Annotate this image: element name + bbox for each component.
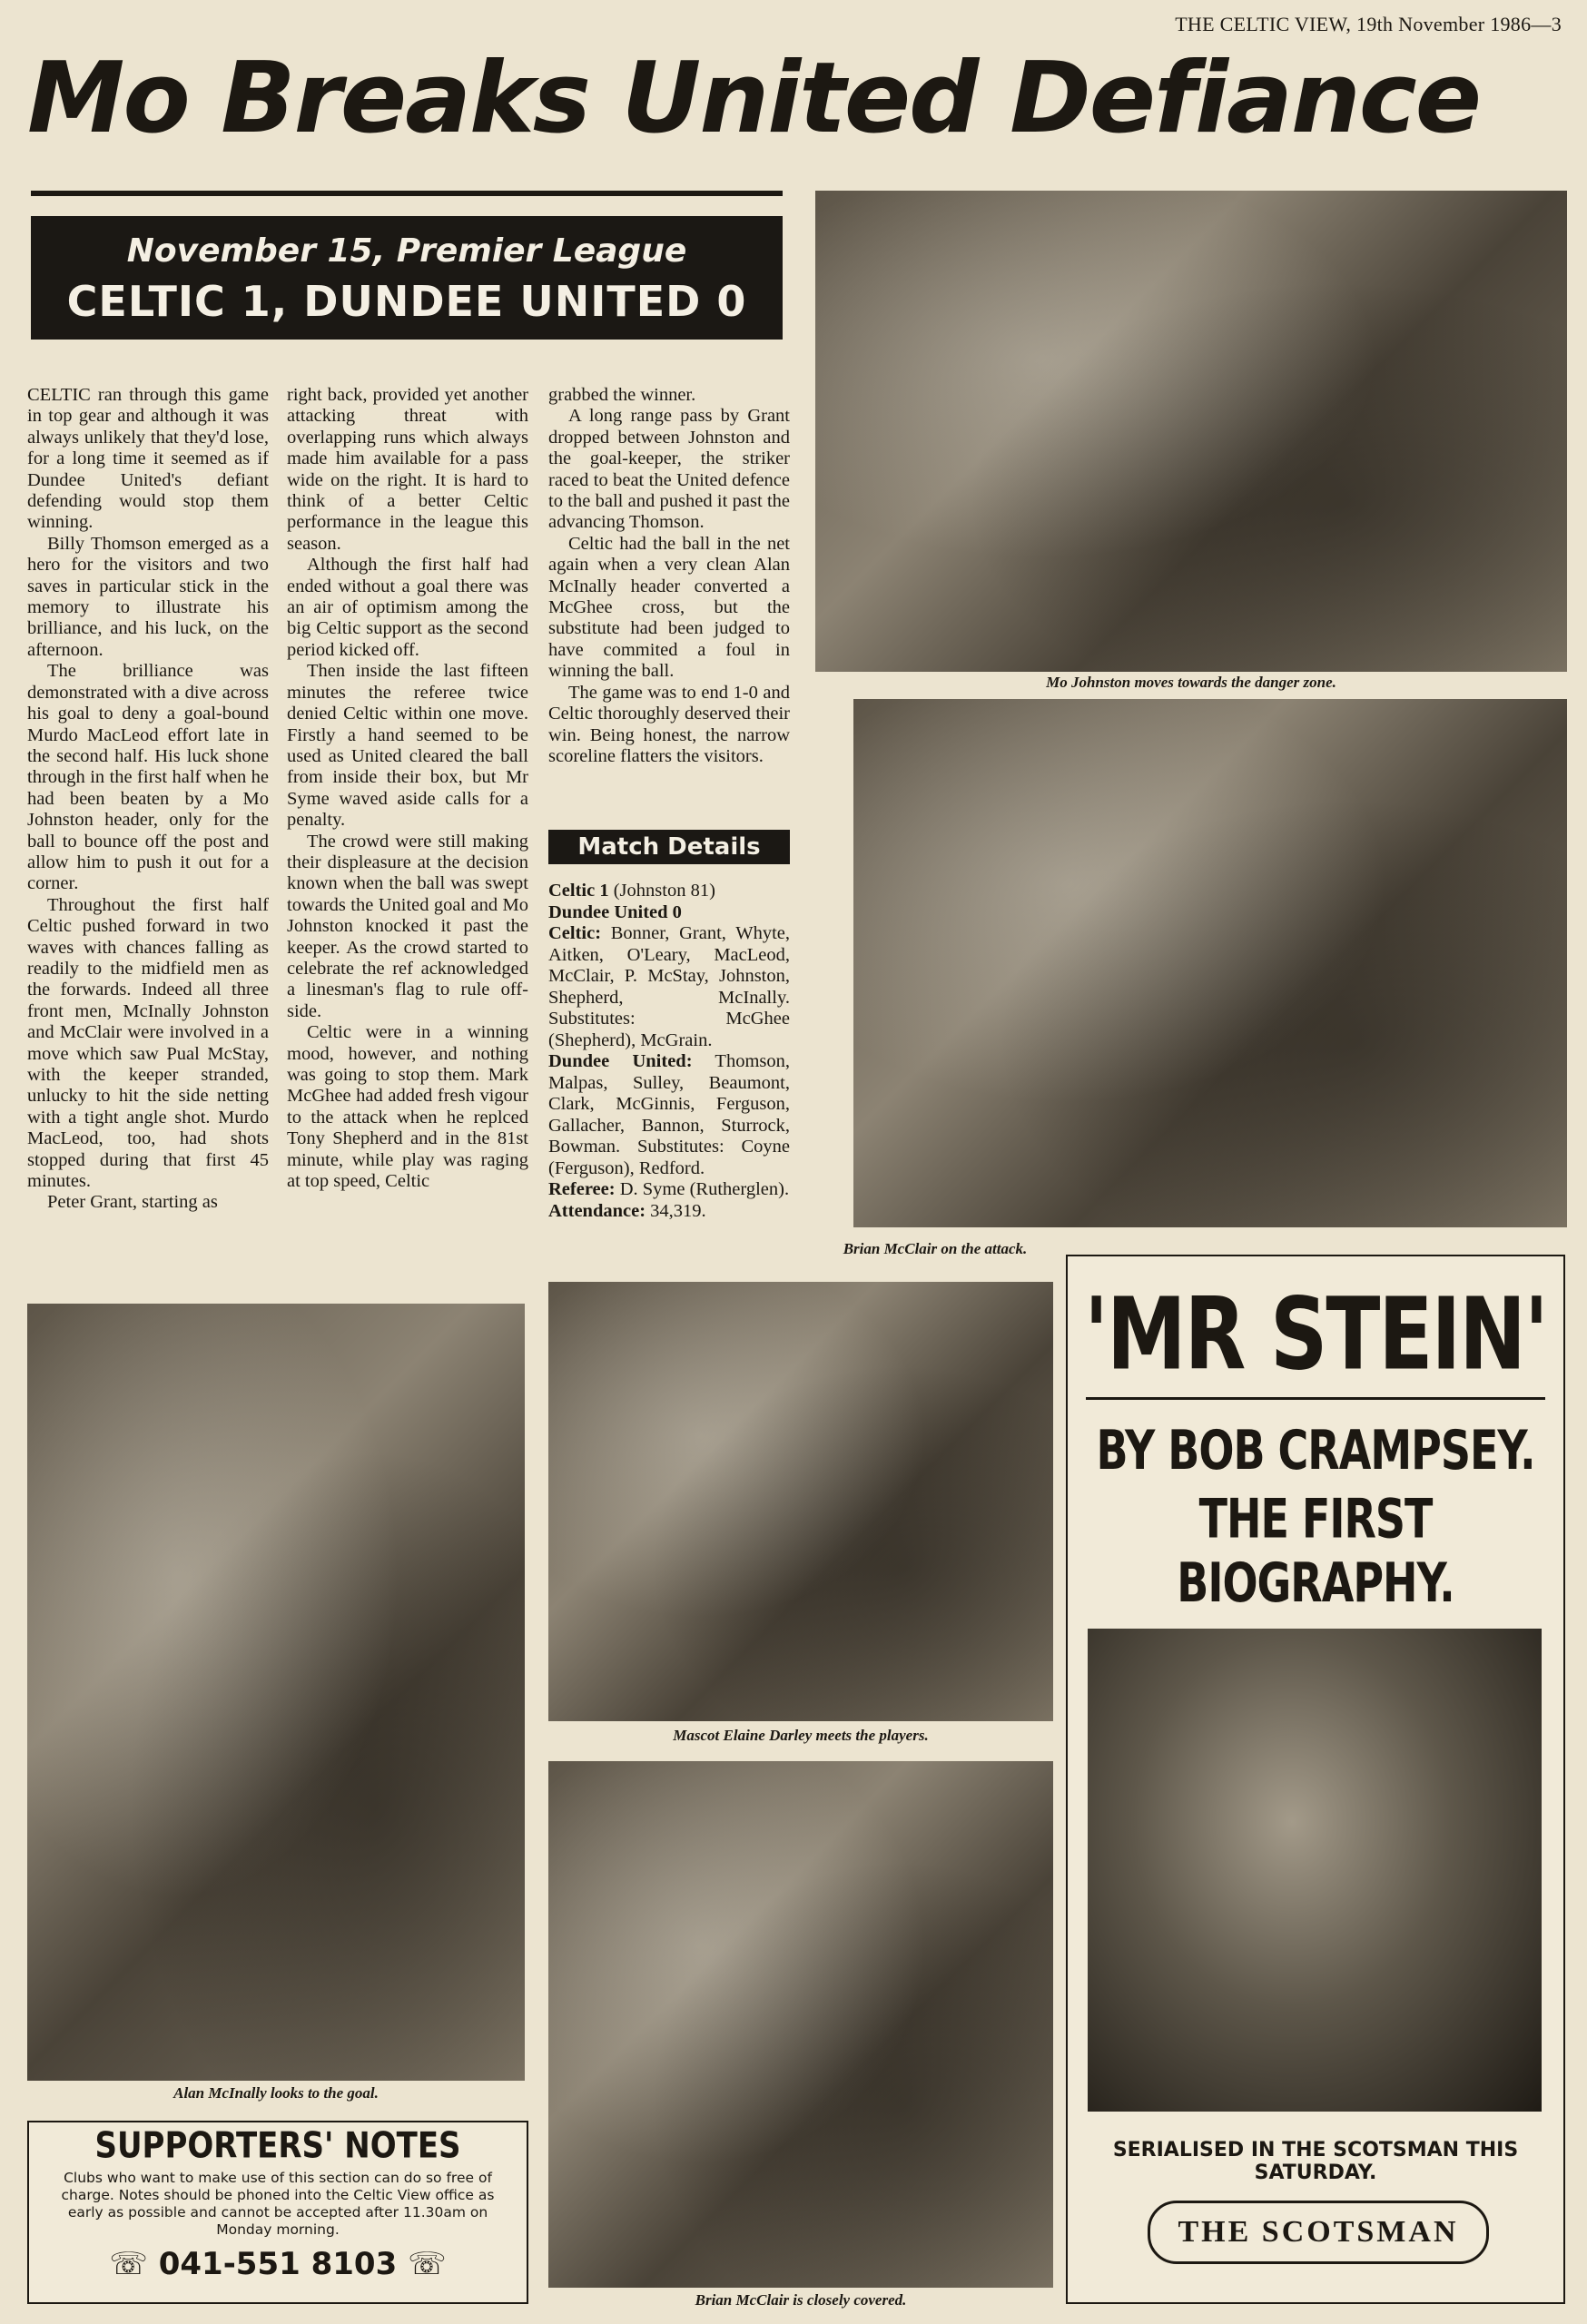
photo-mcclair-attack [853, 699, 1567, 1227]
paragraph: Then inside the last fifteen minutes the referee twice denied Celtic within one move. Firstly a hand seemed to be used as United cleared the ball from inside their box, but Mr Syme waved aside calls for a penalty. [287, 661, 528, 831]
rule [31, 191, 783, 196]
supporters-notes-title: SUPPORTERS' NOTES [94, 2125, 461, 2167]
photo-caption: Alan McInally looks to the goal. [173, 2084, 379, 2102]
paragraph: Peter Grant, starting as [47, 1192, 218, 1213]
portrait-photo [1088, 1629, 1542, 2112]
advert-author: BY BOB CRAMPSEY. [1096, 1417, 1535, 1482]
paragraph: Although the first half had ended without a goal there was an air of optimism among the big Celtic support as the second period kicked off. [287, 555, 528, 660]
advert-serialised: SERIALISED IN THE SCOTSMAN THIS SATURDAY. [1112, 2139, 1519, 2184]
scotsman-logo: THE SCOTSMAN [1148, 2201, 1489, 2264]
paragraph: The game was to end 1-0 and Celtic thoroughly deserved their win. Being honest, the narrow scoreline flatters the visitors. [548, 682, 790, 766]
photo-mascot [548, 1282, 1053, 1721]
photo-caption: Mo Johnston moves towards the danger zone. [1046, 674, 1336, 691]
phone-number: ☏ 041-551 8103 ☏ [109, 2246, 447, 2282]
advert-title: 'MR STEIN' [1084, 1275, 1547, 1393]
divider [1086, 1397, 1545, 1400]
match-competition: November 15, Premier League [126, 232, 687, 270]
attendance-line: Attendance: 34,319. [548, 1200, 706, 1221]
supporters-notes-body: Clubs who want to make use of this section can do so free of charge. Notes should be phoned into the Celtic View office as early as possible and cannot be accepted after 11.30am on Monday morning. [61, 2170, 495, 2238]
article-col-3 [548, 385, 790, 767]
match-details [548, 881, 790, 1222]
photo-caption: Brian McClair is closely covered. [695, 2291, 907, 2309]
supporters-notes-box [27, 2121, 528, 2304]
photo-caption: Mascot Elaine Darley meets the players. [673, 1727, 929, 1744]
biography-advert [1066, 1255, 1565, 2304]
paragraph: grabbed the winner. [548, 385, 696, 405]
paragraph: Billy Thomson emerged as a hero for the visitors and two saves in particular stick in the memory to illustrate his brilliance, and his luck, on the afternoon. [27, 533, 269, 660]
match-details-heading: Match Details [548, 830, 790, 864]
paragraph: The brilliance was demonstrated with a dive across his goal to deny a goal-bound Murdo MacLeod effort late in the second half. His luck shone through in the first half when he had been beaten by a Mo Johnston header, only for the ball to bounce off the post and allow him to push it out for a corner. [27, 661, 269, 894]
match-result-box [31, 216, 783, 340]
photo-mcclair-covered [548, 1761, 1053, 2288]
photo-mcinally [27, 1304, 525, 2081]
paragraph: Celtic were in a winning mood, however, and nothing was going to stop them. Mark McGhee had added fresh vigour to the attack when he replced Tony Shepherd and in the 81st minute, while play was raging at top speed, Celtic [287, 1022, 528, 1192]
article-col-2 [287, 385, 528, 1192]
united-score-line: Dundee United 0 [548, 901, 682, 922]
photo-johnston [815, 191, 1567, 672]
running-head: THE CELTIC VIEW, 19th November 1986—3 [1175, 13, 1562, 35]
article-col-1 [27, 385, 269, 1214]
match-score: CELTIC 1, DUNDEE UNITED 0 [66, 277, 747, 326]
photo-caption: Brian McClair on the attack. [843, 1240, 1028, 1257]
headline: Mo Breaks United Defiance [27, 42, 1481, 155]
paragraph: A long range pass by Grant dropped between Johnston and the goal-keeper, the striker raced to beat the United defence to the ball and pushed it past the advancing Thomson. [548, 406, 790, 533]
paragraph: right back, provided yet another attacking threat with overlapping runs which always made him available for a pass wide on the right. It is hard to think of a better Celtic performance in the league this season. [287, 385, 528, 554]
paragraph: CELTIC ran through this game in top gear and although it was always unlikely that they'd lose, for a long time it seemed as if Dundee United's defiant defending would stop them winning. [27, 385, 269, 533]
paragraph: Celtic had the ball in the net again when a very clean Alan McInally header converted a McGhee cross, but the substitute had been judged to have commited a foul in winning the ball. [548, 533, 790, 682]
celtic-score-line: Celtic 1 (Johnston 81) [548, 881, 715, 901]
celtic-lineup: Celtic: Bonner, Grant, Whyte, Aitken, O'Leary, MacLeod, McClair, P. McStay, Johnston, Shepherd, McInally. Substitutes: McGhee (Shepherd), McGrain. [548, 923, 790, 1050]
advert-tagline: THE FIRST BIOGRAPHY. [1177, 1486, 1454, 1615]
referee-line: Referee: D. Syme (Rutherglen). [548, 1179, 790, 1199]
paragraph: Throughout the first half Celtic pushed forward in two waves with chances falling as readily to the midfield men as the forwards. Indeed all three front men, McInally Johnston and McClair were involved in a move which saw Pual McStay, with the keeper stranded, unlucky to hit the side netting with a tight angle shot. Murdo MacLeod, too, had shots stopped during that first 45 minutes. [27, 894, 269, 1192]
united-lineup: Dundee United: Thomson, Malpas, Sulley, Beaumont, Clark, McGinnis, Ferguson, Gallacher, Bannon, Sturrock, Bowman. Substitutes: Coyne (Ferguson), Redford. [548, 1051, 790, 1178]
paragraph: The crowd were still making their displeasure at the decision known when the ball was swept towards the United goal and Mo Johnston knocked it past the keeper. As the crowd started to celebrate the ref acknowledged a linesman's flag to rule off-side. [287, 831, 528, 1021]
